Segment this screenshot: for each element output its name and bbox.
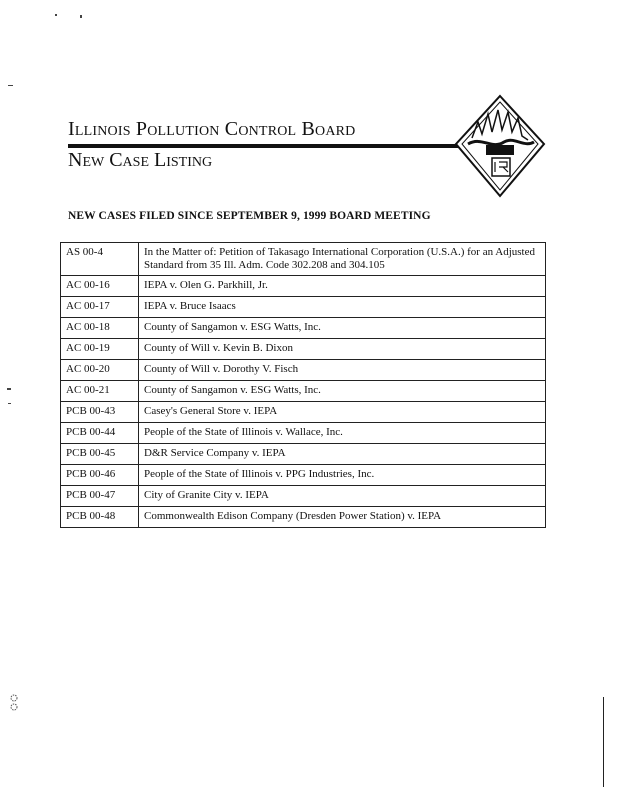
docket-number: AC 00-17 xyxy=(61,297,139,318)
case-title: Commonwealth Edison Company (Dresden Power Station) v. IEPA xyxy=(139,507,546,528)
board-seal-logo-icon xyxy=(448,92,548,202)
case-table xyxy=(60,242,546,528)
table-row xyxy=(61,276,546,297)
table-row xyxy=(61,402,546,423)
scan-speck xyxy=(80,15,82,18)
case-title: D&R Service Company v. IEPA xyxy=(139,444,546,465)
case-title: County of Will v. Dorothy V. Fisch xyxy=(139,360,546,381)
case-title: IEPA v. Bruce Isaacs xyxy=(139,297,546,318)
case-title: City of Granite City v. IEPA xyxy=(139,486,546,507)
page-title: Illinois Pollution Control Board xyxy=(68,118,356,140)
case-title: County of Will v. Kevin B. Dixon xyxy=(139,339,546,360)
page-subtitle: New Case Listing xyxy=(68,149,213,171)
docket-number: AC 00-20 xyxy=(61,360,139,381)
case-title: County of Sangamon v. ESG Watts, Inc. xyxy=(139,318,546,339)
case-title: Casey's General Store v. IEPA xyxy=(139,402,546,423)
case-title: County of Sangamon v. ESG Watts, Inc. xyxy=(139,381,546,402)
table-row xyxy=(61,486,546,507)
docket-number: AS 00-4 xyxy=(61,243,139,276)
table-row xyxy=(61,318,546,339)
docket-number: PCB 00-48 xyxy=(61,507,139,528)
docket-number: AC 00-18 xyxy=(61,318,139,339)
table-row xyxy=(61,360,546,381)
section-heading: NEW CASES FILED SINCE SEPTEMBER 9, 1999 BOARD MEETING xyxy=(68,210,431,222)
table-row xyxy=(61,243,546,276)
table-row xyxy=(61,339,546,360)
title-rule xyxy=(68,144,468,148)
scan-speck xyxy=(8,403,11,404)
docket-number: AC 00-16 xyxy=(61,276,139,297)
scan-margin-line xyxy=(603,697,604,787)
table-row xyxy=(61,423,546,444)
docket-number: AC 00-21 xyxy=(61,381,139,402)
scan-speck xyxy=(8,85,13,86)
case-title: People of the State of Illinois v. Wallace, Inc. xyxy=(139,423,546,444)
binder-hole-mark-icon xyxy=(8,693,20,713)
docket-number: PCB 00-43 xyxy=(61,402,139,423)
docket-number: AC 00-19 xyxy=(61,339,139,360)
scan-speck xyxy=(55,14,57,16)
docket-number: PCB 00-47 xyxy=(61,486,139,507)
case-title: People of the State of Illinois v. PPG Industries, Inc. xyxy=(139,465,546,486)
table-row xyxy=(61,465,546,486)
case-title: IEPA v. Olen G. Parkhill, Jr. xyxy=(139,276,546,297)
docket-number: PCB 00-44 xyxy=(61,423,139,444)
table-row xyxy=(61,297,546,318)
docket-number: PCB 00-46 xyxy=(61,465,139,486)
table-row xyxy=(61,444,546,465)
docket-number: PCB 00-45 xyxy=(61,444,139,465)
table-row xyxy=(61,507,546,528)
case-title: In the Matter of: Petition of Takasago International Corporation (U.S.A.) for an Adjusted Standard from 35 Ill. Adm. Code 302.208 and 304.105 xyxy=(139,243,546,276)
scan-speck xyxy=(7,388,11,390)
table-row xyxy=(61,381,546,402)
